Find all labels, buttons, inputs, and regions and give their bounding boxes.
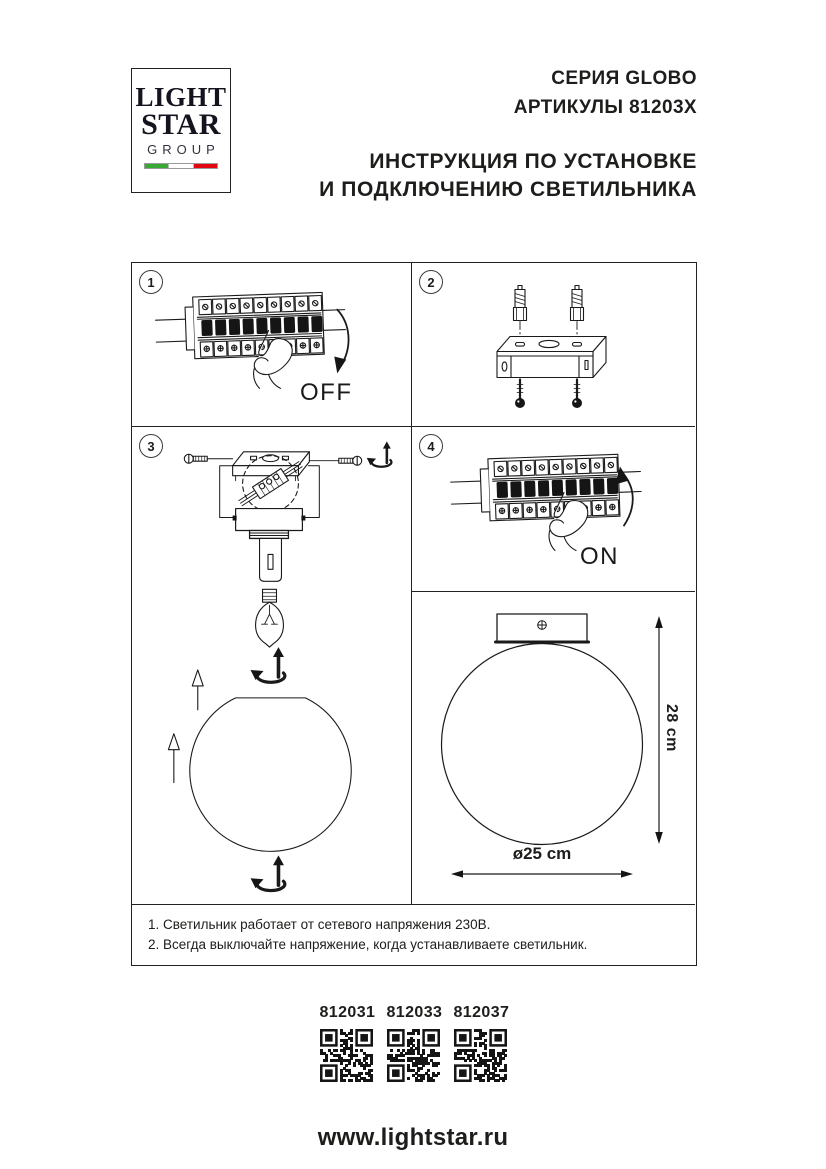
bracket-mounting-drawing: [412, 263, 695, 426]
document-header: [319, 64, 697, 204]
rotate-arrow-icon: [251, 647, 285, 682]
lamp-socket-icon: [260, 538, 282, 581]
step-2-panel: [412, 263, 695, 427]
bulb-icon: [256, 589, 284, 647]
article-number: 812031: [319, 1004, 376, 1021]
series-title: СЕРИЯ GLOBO: [551, 68, 697, 89]
arrow-up-icon: [192, 670, 203, 710]
step-3-badge: 3: [139, 434, 163, 458]
article-qr-row: [0, 1004, 826, 1082]
height-dimension-label: 28 cm: [663, 704, 680, 752]
note-line: 2. Всегда выключайте напряжение, когда устанавливаете светильник.: [148, 937, 588, 952]
step-4-panel: [412, 427, 695, 592]
note-line: 1. Светильник работает от сетевого напряжения 230В.: [148, 917, 491, 932]
qr-code: [320, 1029, 373, 1082]
lightstar-logo: [131, 68, 231, 193]
rotate-arrow-icon: [367, 441, 392, 466]
circuit-breaker-off-drawing: [132, 263, 411, 426]
screw-icon: [308, 456, 361, 465]
off-label: OFF: [300, 379, 353, 406]
circuit-breaker-on-drawing: [412, 427, 695, 591]
circuit-breaker-icon: [450, 454, 642, 551]
article-column: [453, 1004, 510, 1082]
article-number: 812033: [386, 1004, 443, 1021]
rotate-arrow-icon: [251, 855, 285, 890]
fixture-assembly-drawing: [132, 427, 411, 904]
italy-flag-icon: [144, 163, 218, 169]
step-1-badge: 1: [139, 270, 163, 294]
screw-icon: [515, 380, 525, 409]
mounting-bracket-icon: [497, 337, 606, 378]
dimensions-panel: [412, 592, 695, 904]
wall-anchor-icon: [514, 286, 527, 321]
article-number: 812037: [453, 1004, 510, 1021]
article-column: [319, 1004, 376, 1082]
wall-anchor-icon: [571, 286, 584, 321]
qr-code: [454, 1029, 507, 1082]
ceiling-base-icon: [496, 614, 589, 642]
steps-grid: [131, 262, 697, 966]
diameter-dimension-label: ø25 cm: [512, 844, 572, 863]
step-2-badge: 2: [419, 270, 443, 294]
dimension-arrow-horizontal: [451, 870, 633, 877]
arrow-up-icon: [168, 734, 179, 783]
safety-notes: [132, 904, 695, 964]
step-3-panel: [132, 427, 412, 904]
step-1-panel: [132, 263, 412, 427]
canopy-icon: [233, 509, 306, 539]
glass-sphere-icon: [190, 698, 351, 851]
logo-word-group: GROUP: [147, 142, 220, 157]
glass-sphere-icon: [442, 644, 643, 845]
instruction-title: ИНСТРУКЦИЯ ПО УСТАНОВКЕ И ПОДКЛЮЧЕНИЮ СВЕТИЛЬНИКА: [319, 150, 697, 201]
circuit-breaker-icon: [155, 292, 346, 389]
on-label: ON: [580, 543, 619, 570]
logo-word-light: LIGHT: [135, 82, 227, 112]
website-url: www.lightstar.ru: [317, 1124, 509, 1151]
logo-word-star: STAR: [141, 108, 221, 141]
screw-icon: [572, 380, 582, 409]
qr-code: [387, 1029, 440, 1082]
articles-title: АРТИКУЛЫ 81203X: [513, 97, 697, 118]
step-4-badge: 4: [419, 434, 443, 458]
screw-icon: [184, 454, 232, 463]
arrow-down-icon: [334, 310, 348, 374]
article-column: [386, 1004, 443, 1082]
